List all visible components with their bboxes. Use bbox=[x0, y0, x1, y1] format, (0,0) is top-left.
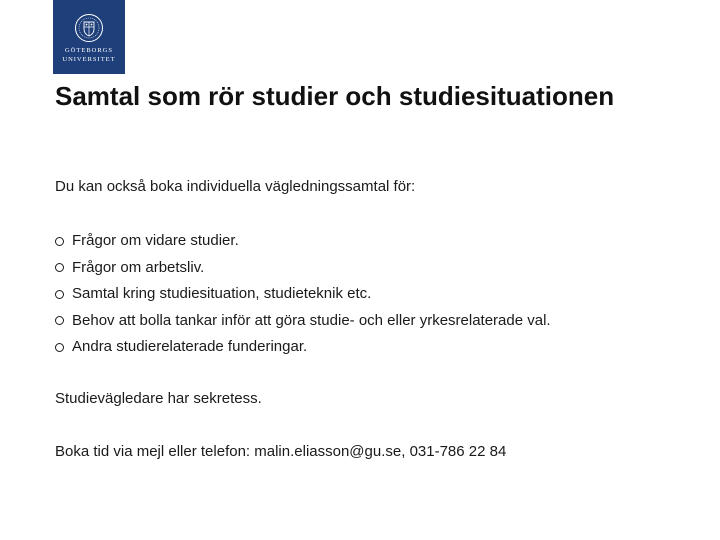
list-item bbox=[55, 232, 551, 250]
bullet-circle-icon bbox=[55, 237, 64, 246]
logo-text-line-2: UNIVERSITET bbox=[62, 56, 116, 63]
list-item-text: Frågor om vidare studier. bbox=[72, 232, 239, 249]
list-item-text: Andra studierelaterade funderingar. bbox=[72, 338, 308, 355]
page-title: Samtal som rör studier och studiesituationen bbox=[55, 81, 615, 111]
list-item bbox=[55, 338, 551, 356]
contact-info: Boka tid via mejl eller telefon: malin.eliasson@gu.se, 031-786 22 84 bbox=[55, 443, 507, 460]
university-logo bbox=[53, 0, 125, 74]
intro-text: Du kan också boka individuella vägledningssamtal för: bbox=[55, 178, 416, 195]
logo-text-line-1: GÖTEBORGS bbox=[64, 47, 113, 54]
list-item-text: Frågor om arbetsliv. bbox=[72, 258, 205, 276]
bullet-circle-icon bbox=[55, 290, 64, 299]
list-item-text: Samtal kring studiesituation, studieteknik etc. bbox=[72, 285, 372, 302]
list-item-text: Behov att bolla tankar inför att göra studie- och eller yrkesrelaterade val. bbox=[72, 311, 551, 329]
university-seal-icon bbox=[74, 13, 104, 43]
bullet-circle-icon bbox=[55, 263, 64, 272]
list-item bbox=[55, 285, 551, 303]
secrecy-note: Studievägledare har sekretess. bbox=[55, 390, 262, 407]
bullet-circle-icon bbox=[55, 343, 64, 352]
bullet-circle-icon bbox=[55, 316, 64, 325]
list-item bbox=[55, 259, 551, 277]
bullet-list bbox=[55, 232, 551, 365]
list-item bbox=[55, 312, 551, 330]
